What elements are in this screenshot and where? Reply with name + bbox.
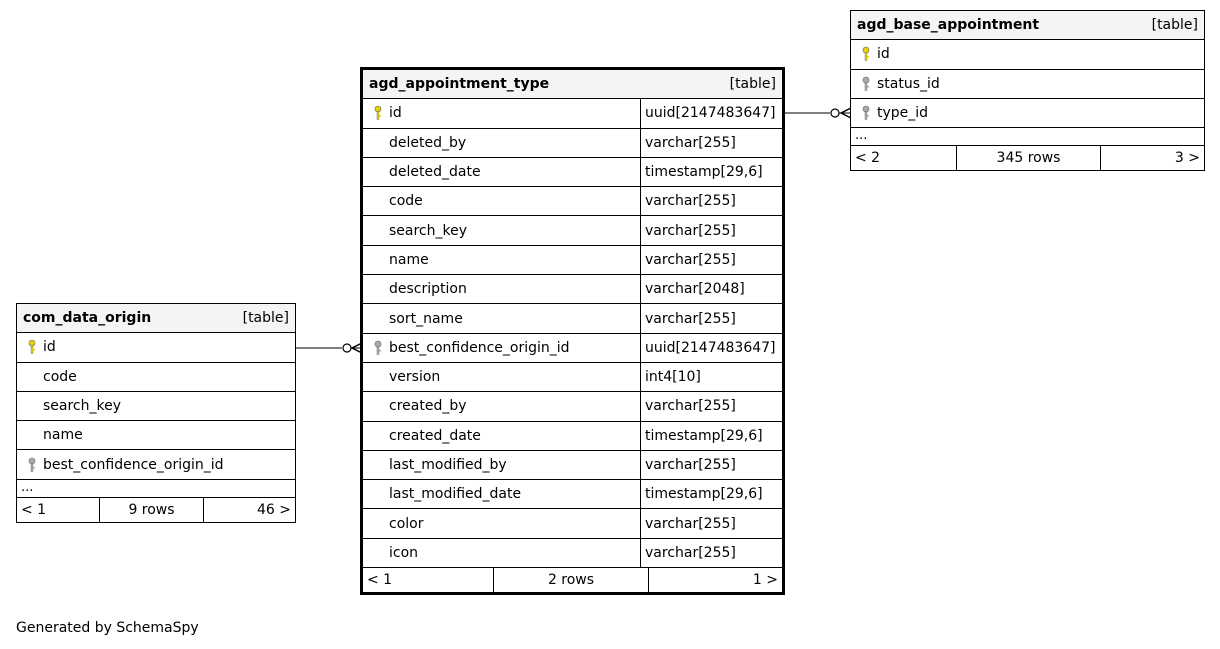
column-name: type_id (877, 105, 929, 122)
table-kind: [table] (242, 310, 289, 327)
next-relations[interactable]: 1 > (752, 572, 778, 589)
table-kind: [table] (729, 76, 776, 93)
column-name: name (389, 251, 429, 268)
column-name: created_by (389, 398, 467, 415)
column-row[interactable] (363, 129, 782, 158)
generated-by-note: Generated by SchemaSpy (16, 620, 199, 636)
foreign-key-icon (367, 340, 389, 356)
column-name-cell (851, 70, 1204, 98)
column-name-cell (363, 99, 640, 127)
column-name: id (43, 339, 56, 356)
foreign-key-icon (855, 105, 877, 121)
table-footer (17, 498, 295, 522)
column-row[interactable] (363, 539, 782, 568)
row-count: 9 rows (100, 498, 204, 522)
column-name-cell (363, 158, 640, 186)
row-count: 2 rows (494, 568, 649, 592)
column-row[interactable] (17, 450, 295, 479)
column-name-cell (17, 392, 295, 420)
next-relations[interactable]: 46 > (257, 501, 291, 518)
column-name: last_modified_by (389, 457, 507, 473)
column-name-cell (363, 480, 640, 508)
column-type: varchar[255] (640, 187, 782, 215)
relationship-origin-to-appointment-type (296, 343, 362, 353)
table-header (363, 70, 782, 99)
column-name-cell (363, 275, 640, 303)
table-header (851, 11, 1204, 40)
column-row[interactable] (363, 509, 782, 538)
table-com-data-origin[interactable] (16, 303, 296, 523)
column-name-cell (363, 129, 640, 157)
column-row[interactable] (363, 99, 782, 128)
column-name: last_modified_date (389, 486, 522, 503)
column-name-cell (851, 99, 1204, 127)
table-name: agd_base_appointment (857, 17, 1040, 34)
row-count: 345 rows (957, 146, 1101, 170)
column-name: name (43, 427, 83, 444)
prev-relations[interactable]: < 1 (363, 568, 494, 592)
column-name-cell (363, 363, 640, 391)
column-name-cell (363, 334, 640, 362)
primary-key-icon (367, 105, 389, 121)
column-row[interactable] (17, 421, 295, 450)
column-type: varchar[255] (640, 539, 782, 567)
column-name: color (389, 515, 424, 532)
column-row[interactable] (363, 216, 782, 245)
column-row[interactable] (17, 363, 295, 392)
table-agd-appointment-type[interactable] (360, 67, 785, 595)
primary-key-icon (21, 339, 43, 355)
column-name: description (389, 281, 467, 298)
column-type: varchar[255] (640, 509, 782, 537)
column-name: deleted_date (389, 164, 481, 181)
column-name: best_confidence_origin_id (43, 456, 224, 473)
column-row[interactable] (363, 304, 782, 333)
table-name: com_data_origin (23, 310, 152, 327)
column-name: icon (389, 544, 419, 561)
table-name: agd_appointment_type (369, 76, 550, 93)
column-name-cell (17, 421, 295, 449)
column-name: status_id (877, 75, 940, 92)
column-row[interactable] (851, 40, 1204, 69)
next-relations[interactable]: 3 > (1174, 150, 1200, 167)
column-name: id (389, 105, 402, 122)
table-kind: [table] (1151, 17, 1198, 34)
table-footer (363, 568, 782, 592)
column-name: code (43, 368, 77, 385)
column-name-cell (17, 363, 295, 391)
primary-key-icon (855, 46, 877, 62)
foreign-key-icon (21, 457, 43, 473)
column-type: varchar[255] (640, 216, 782, 244)
column-name: best_confidence_origin_id (389, 339, 570, 356)
column-name: created_date (389, 427, 481, 444)
column-row[interactable] (363, 422, 782, 451)
column-row[interactable] (363, 363, 782, 392)
column-name-cell (851, 40, 1204, 68)
column-name-cell (363, 422, 640, 450)
column-name: search_key (389, 222, 468, 239)
column-name-cell (363, 216, 640, 244)
column-name: code (389, 193, 423, 210)
column-type: timestamp[29,6] (640, 480, 782, 508)
table-footer (851, 146, 1204, 170)
column-name: sort_name (389, 310, 463, 327)
column-row[interactable] (363, 451, 782, 480)
column-row[interactable] (363, 392, 782, 421)
column-row[interactable] (363, 334, 782, 363)
column-type: varchar[255] (640, 304, 782, 332)
column-type: varchar[255] (640, 392, 782, 420)
column-name-cell (363, 509, 640, 537)
column-type: timestamp[29,6] (640, 158, 782, 186)
column-name: id (877, 46, 890, 63)
column-name-cell (363, 304, 640, 332)
column-row[interactable] (363, 480, 782, 509)
table-agd-base-appointment[interactable] (850, 10, 1205, 171)
column-name-cell (363, 187, 640, 215)
column-row[interactable] (363, 246, 782, 275)
column-row[interactable] (851, 70, 1204, 99)
column-type: int4[10] (640, 363, 782, 391)
column-name-cell (17, 333, 295, 361)
column-name-cell (363, 392, 640, 420)
column-row[interactable] (363, 275, 782, 304)
column-type: uuid[2147483647] (640, 334, 782, 362)
more-columns: ... (17, 480, 295, 498)
column-name-cell (17, 450, 295, 478)
column-type: varchar[255] (640, 451, 782, 479)
foreign-key-icon (855, 76, 877, 92)
column-name: version (389, 369, 441, 386)
relationship-appointment-type-to-base-appointment (784, 108, 851, 118)
column-type: uuid[2147483647] (640, 99, 782, 127)
column-name: search_key (43, 398, 122, 415)
column-type: timestamp[29,6] (640, 422, 782, 450)
column-name-cell (363, 539, 640, 567)
column-row[interactable] (363, 187, 782, 216)
column-name: deleted_by (389, 134, 467, 151)
column-type: varchar[255] (640, 246, 782, 274)
column-name-cell (363, 451, 640, 479)
column-row[interactable] (17, 333, 295, 362)
column-name-cell (363, 246, 640, 274)
column-type: varchar[255] (640, 129, 782, 157)
prev-relations[interactable]: < 1 (17, 498, 100, 522)
table-header (17, 304, 295, 333)
more-columns: ... (851, 128, 1204, 146)
column-type: varchar[2048] (640, 275, 782, 303)
prev-relations[interactable]: < 2 (851, 146, 957, 170)
column-row[interactable] (851, 99, 1204, 128)
column-row[interactable] (17, 392, 295, 421)
column-row[interactable] (363, 158, 782, 187)
